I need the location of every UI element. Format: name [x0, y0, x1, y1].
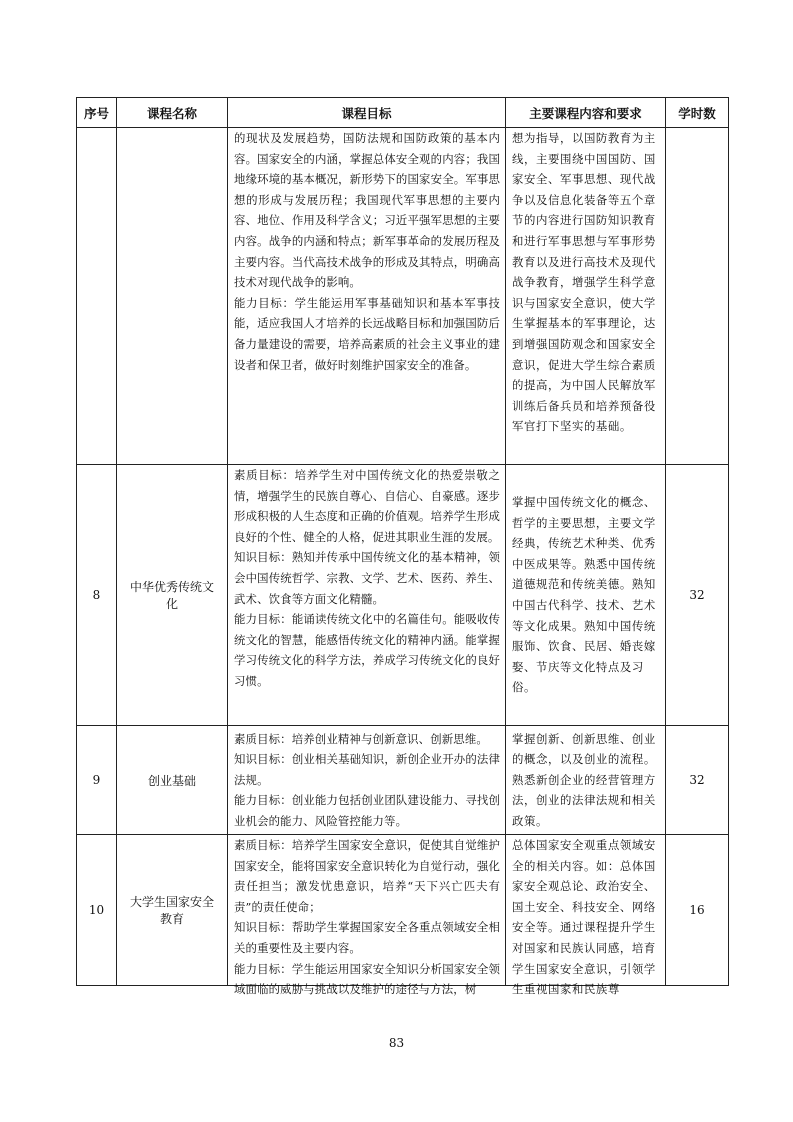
- header-hours: 学时数: [666, 98, 729, 128]
- row-no: 10: [77, 835, 117, 986]
- table-header-row: [77, 98, 729, 128]
- goal-paragraph: 的现状及发展趋势，国防法规和国防政策的基本内容。国家安全的内涵，掌握总体安全观的内容；我国地缘环境的基本概况，新形势下的国家安全。军事思想的形成与发展历程；我国现代军事思想的主要内容、地位、作用及科学含义；习近平强军思想的主要内容。战争的内涵和特点；新军事革命的发展历程及主要内容。当代高技术战争的形成及其特点，明确高技术对现代战争的影响。: [234, 131, 500, 290]
- course-table: [76, 97, 729, 997]
- row-goals: [228, 465, 506, 726]
- row-goals: [228, 726, 506, 835]
- goal-paragraph: 能力目标：学生能运用军事基础知识和基本军事技能，适应我国人才培养的长远战略目标和加强国防后备力量建设的需要，培养高素质的社会主义事业的建设者和保卫者，做好时刻维护国家安全的准备。: [234, 295, 500, 372]
- row-goals: [228, 128, 506, 465]
- row-course-name: [117, 128, 228, 465]
- row-hours: 32: [666, 465, 729, 726]
- goal-paragraph: 知识目标：创业相关基础知识，新创企业开办的法律法规。: [234, 752, 500, 787]
- table-row: [77, 128, 729, 465]
- row-hours: [666, 128, 729, 465]
- row-course-name: 中华优秀传统文化: [117, 465, 228, 726]
- table-row: [77, 465, 729, 726]
- row-no: 8: [77, 465, 117, 726]
- goal-paragraph: 能力目标：学生能运用国家安全知识分析国家安全领域面临的威胁与挑战以及维护的途径与方法，树: [234, 961, 500, 997]
- row-hours: 32: [666, 726, 729, 835]
- header-course-goals: 课程目标: [228, 98, 506, 128]
- goal-paragraph: 能力目标：能诵读传统文化中的名篇佳句。能吸收传统文化的智慧，能感悟传统文化的精神内涵。能掌握学习传统文化的科学方法，养成学习传统文化的良好习惯。: [234, 612, 500, 688]
- header-course-content: 主要课程内容和要求: [506, 98, 666, 128]
- table-row: [77, 726, 729, 835]
- goal-paragraph: 能力目标：创业能力包括创业团队建设能力、寻找创业机会的能力、风险管控能力等。: [234, 793, 500, 828]
- goal-paragraph: 知识目标：熟知并传承中国传统文化的基本精神，领会中国传统哲学、宗教、文学、艺术、医药、养生、武术、饮食等方面文化精髓。: [234, 550, 500, 606]
- row-no: 9: [77, 726, 117, 835]
- header-no: 序号: [77, 98, 117, 128]
- row-content-text: 总体国家安全观重点领域安全的相关内容。如：总体国家安全观总论、政治安全、国土安全、科技安全、网络安全等。通过课程提升学生对国家和民族认同感，培育学生国家安全意识，引领学生重视国家和民族尊: [512, 838, 656, 997]
- row-content: 掌握创新、创新思维、创业的概念，以及创业的流程。熟悉新创企业的经营管理方法，创业的法律法规和相关政策。: [506, 726, 666, 835]
- row-hours: 16: [666, 835, 729, 986]
- goal-paragraph: 素质目标：培养学生对中国传统文化的热爱崇敬之情，增强学生的民族自尊心、自信心、自豪感。逐步形成积极的人生态度和正确的价值观。培养学生形成良好的个性、健全的人格，促进其职业生涯的发展。: [234, 468, 500, 544]
- row-content: [506, 835, 666, 997]
- table-row: [77, 835, 729, 986]
- row-goals: [228, 835, 506, 997]
- header-course-name: 课程名称: [117, 98, 228, 128]
- row-content: 掌握中国传统文化的概念、哲学的主要思想，主要文学经典，传统艺术种类、优秀中医成果等。熟悉中国传统道德规范和传统美德。熟知中国古代科学、技术、艺术等文化成果。熟知中国传统服饰、饮食、民居、婚丧嫁娶、节庆等文化特点及习俗。: [506, 465, 666, 726]
- goal-paragraph: 知识目标：帮助学生掌握国家安全各重点领域安全相关的重要性及主要内容。: [234, 920, 500, 955]
- row-no: [77, 128, 117, 465]
- page-number: 83: [388, 1036, 405, 1050]
- goal-paragraph: 素质目标：培养创业精神与创新意识、创新思维。: [234, 731, 488, 746]
- row-course-name: 大学生国家安全教育: [117, 835, 228, 986]
- goal-paragraph: 素质目标：培养学生国家安全意识，促使其自觉维护国家安全，能将国家安全意识转化为自觉行动，强化责任担当；激发忧患意识，培养“天下兴亡匹夫有责”的责任使命；: [234, 838, 500, 914]
- row-content: 想为指导，以国防教育为主线，主要围绕中国国防、国家安全、军事思想、现代战争以及信息化装备等五个章节的内容进行国防知识教育和进行军事思想与军事形势教育以及进行高技术及现代战争教育，增强学生科学意识与国家安全意识，使大学生掌握基本的军事理论，达到增强国防观念和国家安全意识，促进大学生综合素质的提高，为中国人民解放军训练后备兵员和培养预备役军官打下坚实的基础。: [506, 128, 666, 465]
- row-course-name: 创业基础: [117, 726, 228, 835]
